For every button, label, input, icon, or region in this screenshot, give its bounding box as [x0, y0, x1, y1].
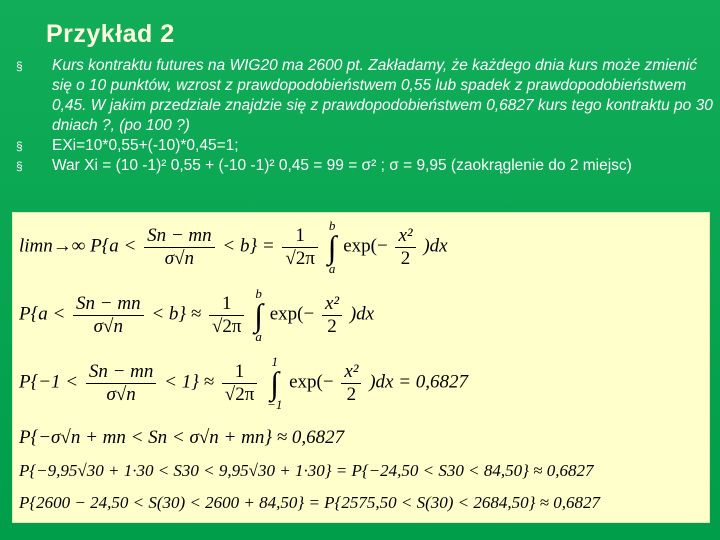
bullet-mark: §: [16, 139, 23, 153]
integral-sign: 1 ∫ −1: [267, 354, 283, 412]
formula-standard: P{−1 < $\frac{Sn - mn}{\sigma√n}$ < 1} ≈ $\frac{1}{√2\pi}$ 1 ∫ −1 exp(− $\frac{\text{x²}}{2}$ )dx = 0,6827: [19, 354, 469, 412]
formula-interval-result: P{2600 − 24,50 < S(30) < 2600 + 84,50} = P{2575,50 < S(30) < 2684,50} ≈ 0,6827: [19, 493, 600, 512]
formula-lhs: limn→∞ P{a <: [19, 235, 137, 257]
fraction: $\frac{1}{√2\pi}$: [282, 225, 318, 270]
formula-limit: limn→∞ P{a < $\frac{Sn - mn}{\sigma√n}$ < b} = $\frac{1}{√2\pi}$ b ∫ a exp(− $\frac{\text{x²}}{2}$ )dx: [19, 218, 448, 276]
integral-sign: b ∫ a: [254, 286, 263, 344]
bullet-mark: §: [16, 59, 23, 73]
fraction: $\frac{Sn - mn}{\sigma√n}$: [73, 293, 144, 338]
fraction: $\frac{Sn - mn}{\sigma√n}$: [86, 361, 157, 406]
fraction: $\frac{\text{x²}}{2}$: [322, 293, 342, 338]
bullet-item-expectation: [16, 136, 716, 156]
bullet-item-problem: [16, 56, 716, 136]
formula-panel: [12, 212, 710, 523]
bullet-text: Kurs kontraktu futures na WIG20 ma 2600 pt. Zakładamy, że każdego dnia kurs może zmienić się o 10 punktów, wzrost z prawdopodobieństwem 0,55 lub spadek z prawdopodobieństwem 0,45. W jakim przedziale znajdzie się z prawdopodobieństwem 0,6827 kurs tego kontraktu po 30 dniach ?, (po 100 ?): [52, 57, 713, 134]
bullet-text: EXi=10*0,55+(-10)*0,45=1;: [52, 137, 239, 154]
fraction: $\frac{\text{x²}}{2}$: [395, 225, 415, 270]
bullet-mark: §: [16, 159, 23, 173]
fraction: $\frac{Sn - mn}{\sigma√n}$: [144, 225, 215, 270]
slide-title: Przykład 2: [46, 20, 175, 48]
formula-interval-numeric: P{−9,95√30 + 1·30 < S30 < 9,95√30 + 1·30} = P{−24,50 < S30 < 84,50} ≈ 0,6827: [19, 461, 594, 480]
bullet-list: [16, 56, 716, 176]
fraction: $\frac{1}{√2\pi}$: [209, 293, 245, 338]
bullet-text: War Xi = (10 -1)² 0,55 + (-10 -1)² 0,45 = 99 = σ² ; σ = 9,95 (zaokrąglenie do 2 miejsc): [52, 157, 632, 174]
integral-sign: b ∫ a: [327, 218, 337, 276]
formula-interval-general: P{−σ√n + mn < Sn < σ√n + mn} ≈ 0,6827: [19, 427, 345, 448]
fraction: $\frac{1}{√2\pi}$: [222, 361, 258, 406]
fraction: $\frac{\text{x²}}{2}$: [341, 361, 361, 406]
formula-approx: P{a < $\frac{Sn - mn}{\sigma√n}$ < b} ≈ $\frac{1}{√2\pi}$ b ∫ a exp(− $\frac{\text{x²}}{2}$ )dx: [19, 286, 375, 344]
bullet-item-variance: [16, 156, 716, 176]
